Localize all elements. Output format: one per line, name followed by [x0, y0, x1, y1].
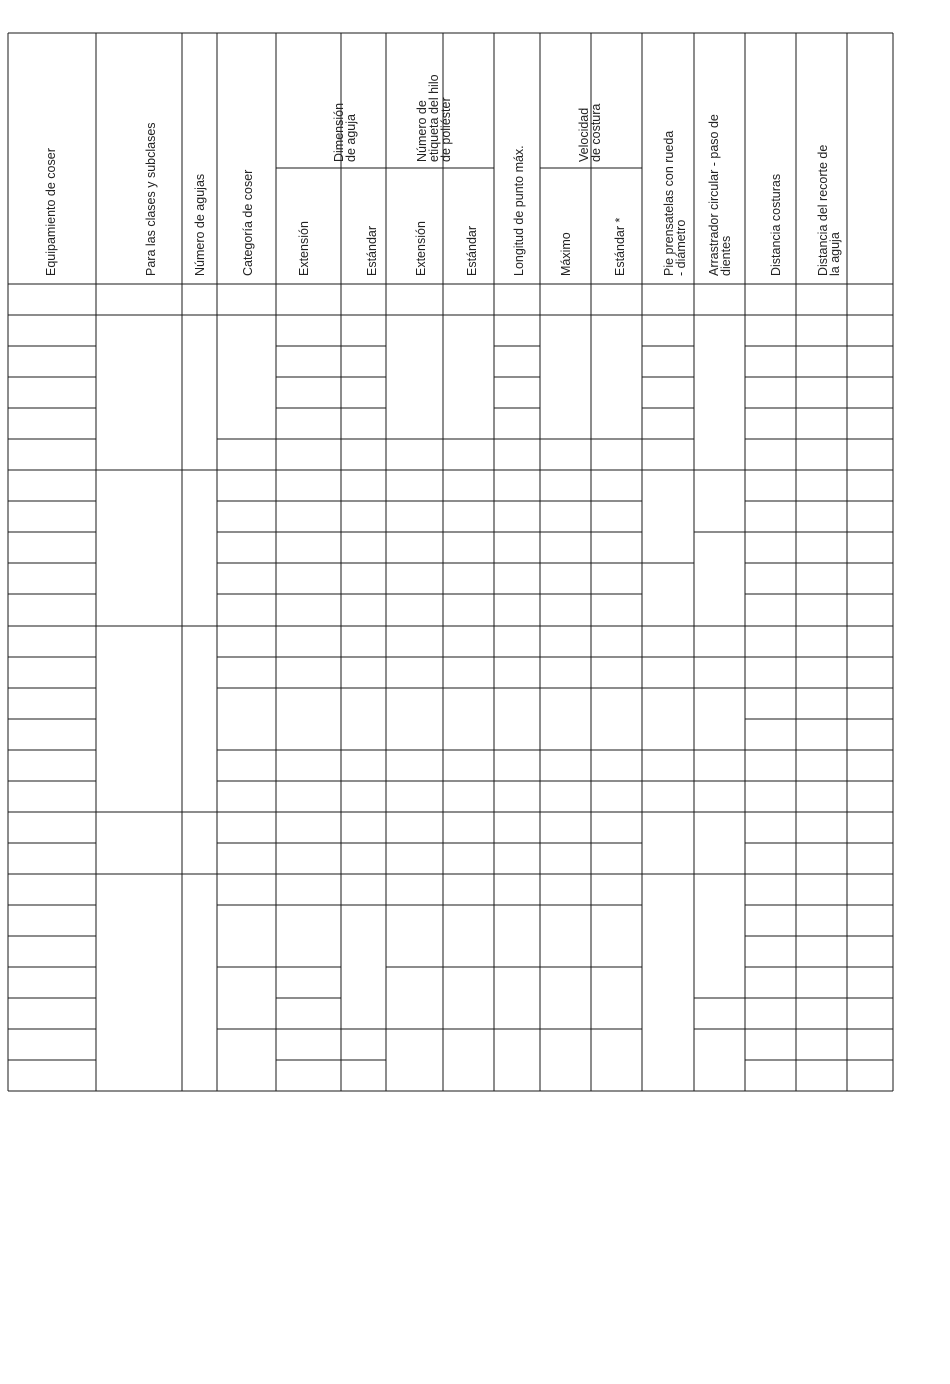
header-thread-label-standard: Estándar: [465, 225, 479, 276]
header-max-stitch-length: Longitud de punto máx.: [512, 145, 526, 276]
header-needle-size-standard: Estándar: [365, 225, 379, 276]
header-circular-feed-dog: Arrastrador circular - paso de dientes: [707, 114, 733, 276]
header-sewing-speed-maximum: Máximo: [559, 232, 573, 276]
header-sewing-speed-standard: Estándar *: [613, 217, 627, 276]
header-needle-size-group: Dimensión de aguja: [332, 102, 358, 162]
header-sewing-equipment: Equipamiento de coser: [44, 148, 58, 276]
header-needle-trim-distance: Distancia del recorte de la aguja: [816, 144, 842, 276]
header-roller-presser-foot: Pie prensatelas con rueda - diámetro: [662, 130, 688, 276]
header-sewing-speed-group: Velocidad de costura: [577, 103, 603, 162]
header-sewing-category: Categoría de coser: [241, 169, 255, 276]
header-thread-label-extension: Extensión: [414, 221, 428, 276]
header-needle-count: Número de agujas: [193, 173, 207, 276]
header-needle-size-extension: Extensión: [297, 221, 311, 276]
header-classes-subclasses: Para las clases y subclases: [144, 122, 158, 276]
header-thread-label-group: Número de etiqueta del hilo de poliéster: [415, 74, 453, 162]
header-seam-distance: Distancia costuras: [769, 173, 783, 276]
